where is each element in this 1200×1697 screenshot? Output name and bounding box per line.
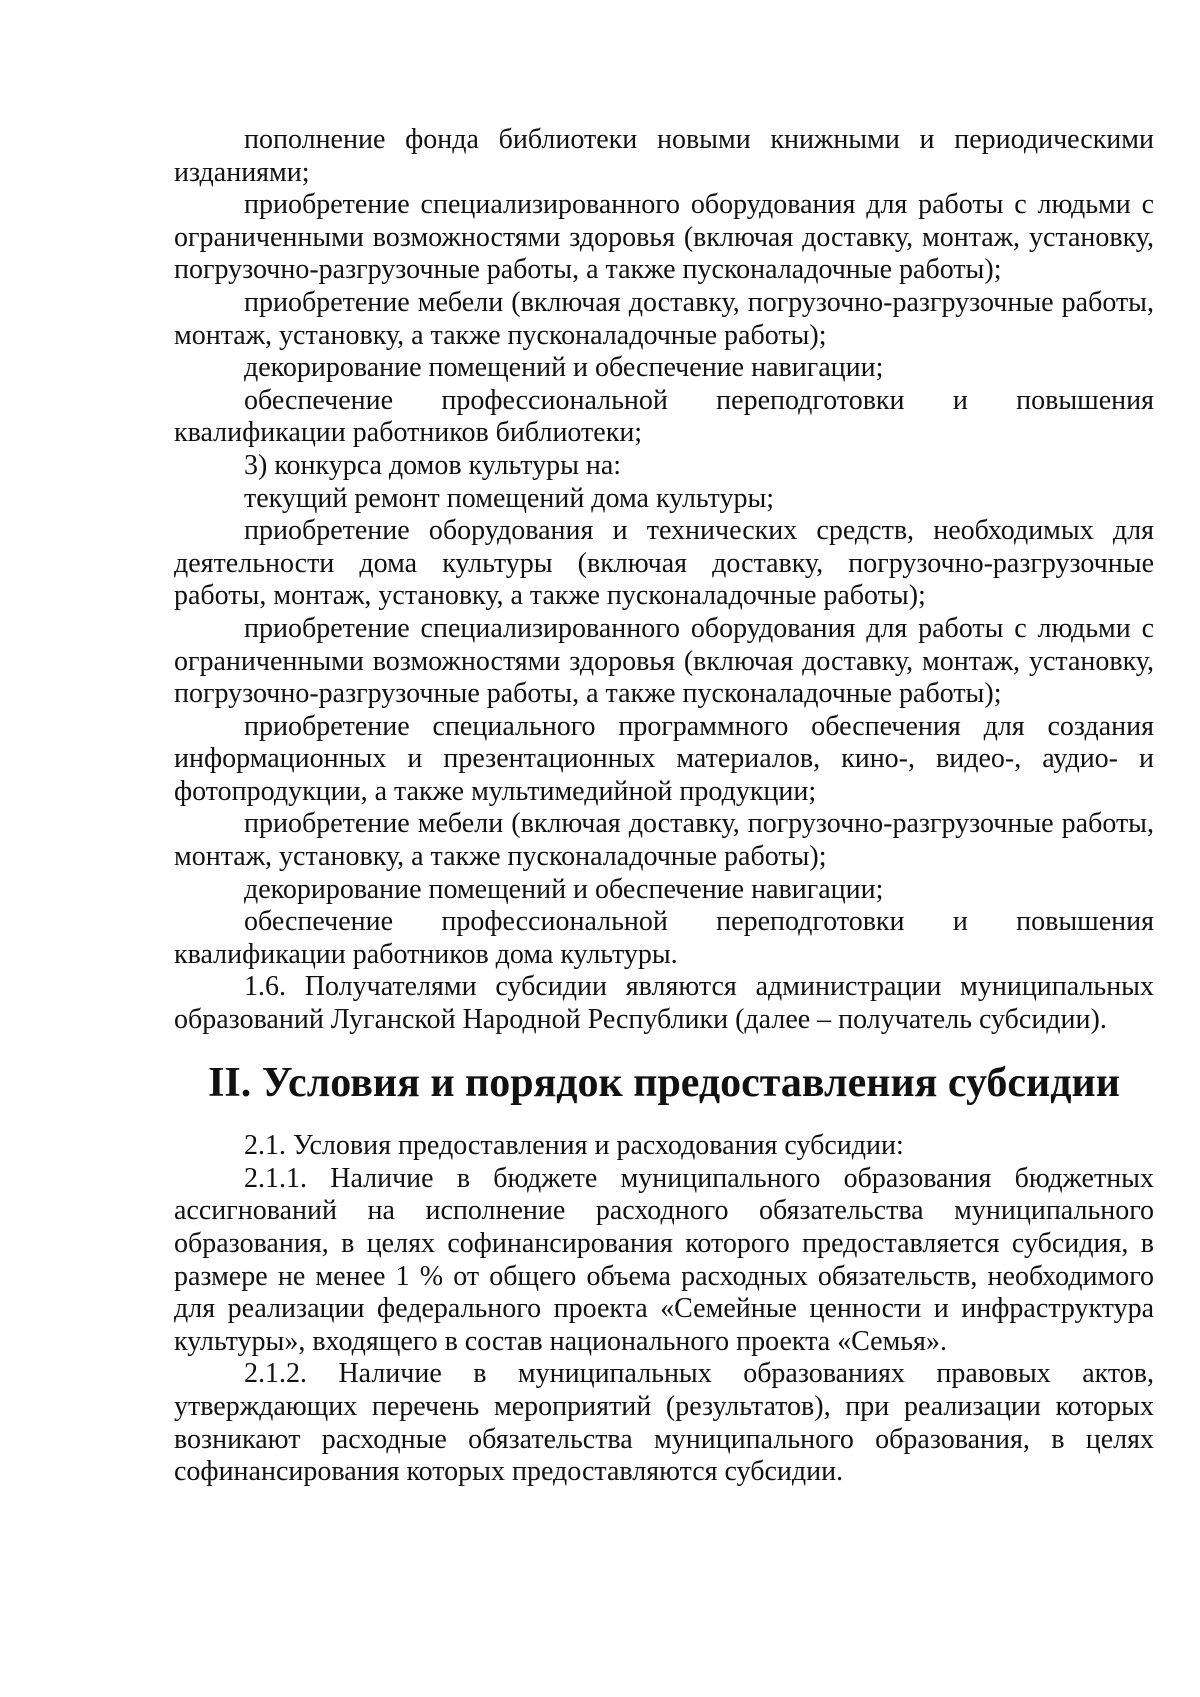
document-body xyxy=(174,124,1154,1489)
paragraph: приобретение мебели (включая доставку, погрузочно-разгрузочные работы, монтаж, установку, а также пусконаладочные работы); xyxy=(174,286,1154,351)
clause-1-6: 1.6. Получателями субсидии являются администрации муниципальных образований Луганской Народной Республики (далее – получатель субсидии). xyxy=(174,971,1154,1036)
section-heading: II. Условия и порядок предоставления субсидии xyxy=(208,1059,1120,1106)
paragraph: обеспечение профессиональной переподготовки и повышения квалификации работников дома культуры. xyxy=(174,906,1154,970)
paragraph: приобретение специального программного обеспечения для создания информационных и презентационных материалов, кино-, видео-, аудио- и фотопродукции, а также мультимедийной продукции; xyxy=(174,710,1154,807)
paragraph: обеспечение профессиональной переподготовки и повышения квалификации работников библиотеки; xyxy=(174,384,1154,449)
paragraph: декорирование помещений и обеспечение навигации; xyxy=(244,873,884,905)
clause-2-1: 2.1. Условия предоставления и расходования субсидии: xyxy=(244,1130,904,1162)
clause-2-1-1: 2.1.1. Наличие в бюджете муниципального образования бюджетных ассигнований на исполнение расходного обязательства муниципального образования, в целях софинансирования которого предоставляется субсидия, в размере не менее 1 % от общего объема расходных обязательств, необходимого для реализации федерального проекта «Семейные ценности и инфраструктура культуры», входящего в состав национального проекта «Семья». xyxy=(174,1162,1154,1357)
paragraph: пополнение фонда библиотеки новыми книжными и периодическими изданиями; xyxy=(174,124,1154,188)
paragraph: приобретение специализированного оборудования для работы с людьми с ограниченными возможностями здоровья (включая доставку, монтаж, установку, погрузочно-разгрузочные работы, а также пусконаладочные работы); xyxy=(174,189,1154,286)
paragraph: приобретение оборудования и технических средств, необходимых для деятельности дома культуры (включая доставку, погрузочно-разгрузочные работы, монтаж, установку, а также пусконаладочные работы); xyxy=(174,515,1154,612)
paragraph: приобретение мебели (включая доставку, погрузочно-разгрузочные работы, монтаж, установку, а также пусконаладочные работы); xyxy=(174,808,1154,873)
paragraph: декорирование помещений и обеспечение навигации; xyxy=(244,352,884,384)
paragraph: 3) конкурса домов культуры на: xyxy=(244,449,622,481)
paragraph: приобретение специализированного оборудования для работы с людьми с ограниченными возможностями здоровья (включая доставку, монтаж, установку, погрузочно-разгрузочные работы, а также пусконаладочные работы); xyxy=(174,612,1154,710)
paragraph: текущий ремонт помещений дома культуры; xyxy=(244,482,775,514)
clause-2-1-2: 2.1.2. Наличие в муниципальных образованиях правовых актов, утверждающих перечень мероприятий (результатов), при реализации которых возникают расходные обязательства муниципального образования, в целях софинансирования которых предоставляются субсидии. xyxy=(174,1358,1154,1488)
